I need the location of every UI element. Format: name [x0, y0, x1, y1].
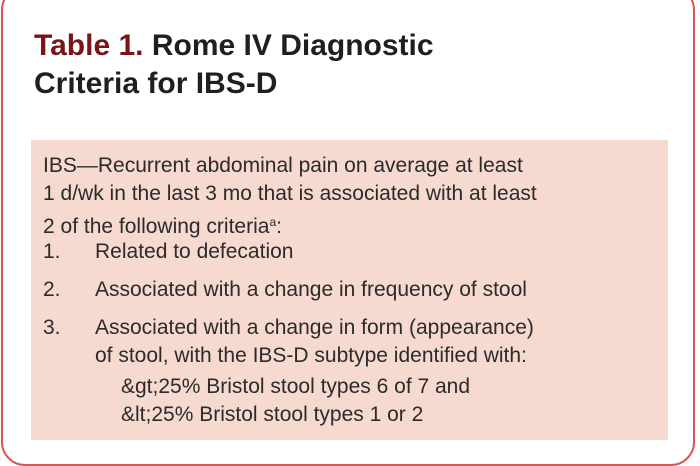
- item-text: Related to defecation: [95, 240, 294, 263]
- table-title-line2: Criteria for IBS-D: [34, 67, 278, 100]
- footnote-marker: a: [269, 215, 277, 229]
- intro-line-2: 1 d/wk in the last 3 mo that is associated with at least: [43, 182, 537, 205]
- table-title: [34, 27, 654, 103]
- subtype-criteria: [121, 373, 641, 429]
- subtype-line-2: &lt;25% Bristol stool types 1 or 2: [121, 403, 424, 426]
- table-title-line1: Rome IV Diagnostic: [151, 29, 434, 62]
- item-text-line-2: of stool, with the IBS-D subtype identified with:: [95, 344, 527, 367]
- intro-line-3: 2 of the following criteria: [43, 215, 270, 238]
- criteria-panel: [31, 140, 668, 440]
- item-text: [95, 314, 655, 370]
- intro-colon: :: [276, 215, 282, 238]
- item-number: 2.: [43, 278, 61, 301]
- criteria-intro: [43, 152, 658, 241]
- intro-line-1: IBS—Recurrent abdominal pain on average at least: [43, 154, 523, 177]
- table-label: Table 1.: [34, 29, 144, 62]
- subtype-line-1: &gt;25% Bristol stool types 6 of 7 and: [121, 375, 471, 398]
- item-number: 3.: [43, 316, 61, 339]
- item-number: 1.: [43, 240, 61, 263]
- item-text: Associated with a change in frequency of stool: [95, 278, 527, 301]
- item-text-line-1: Associated with a change in form (appearance): [95, 316, 534, 339]
